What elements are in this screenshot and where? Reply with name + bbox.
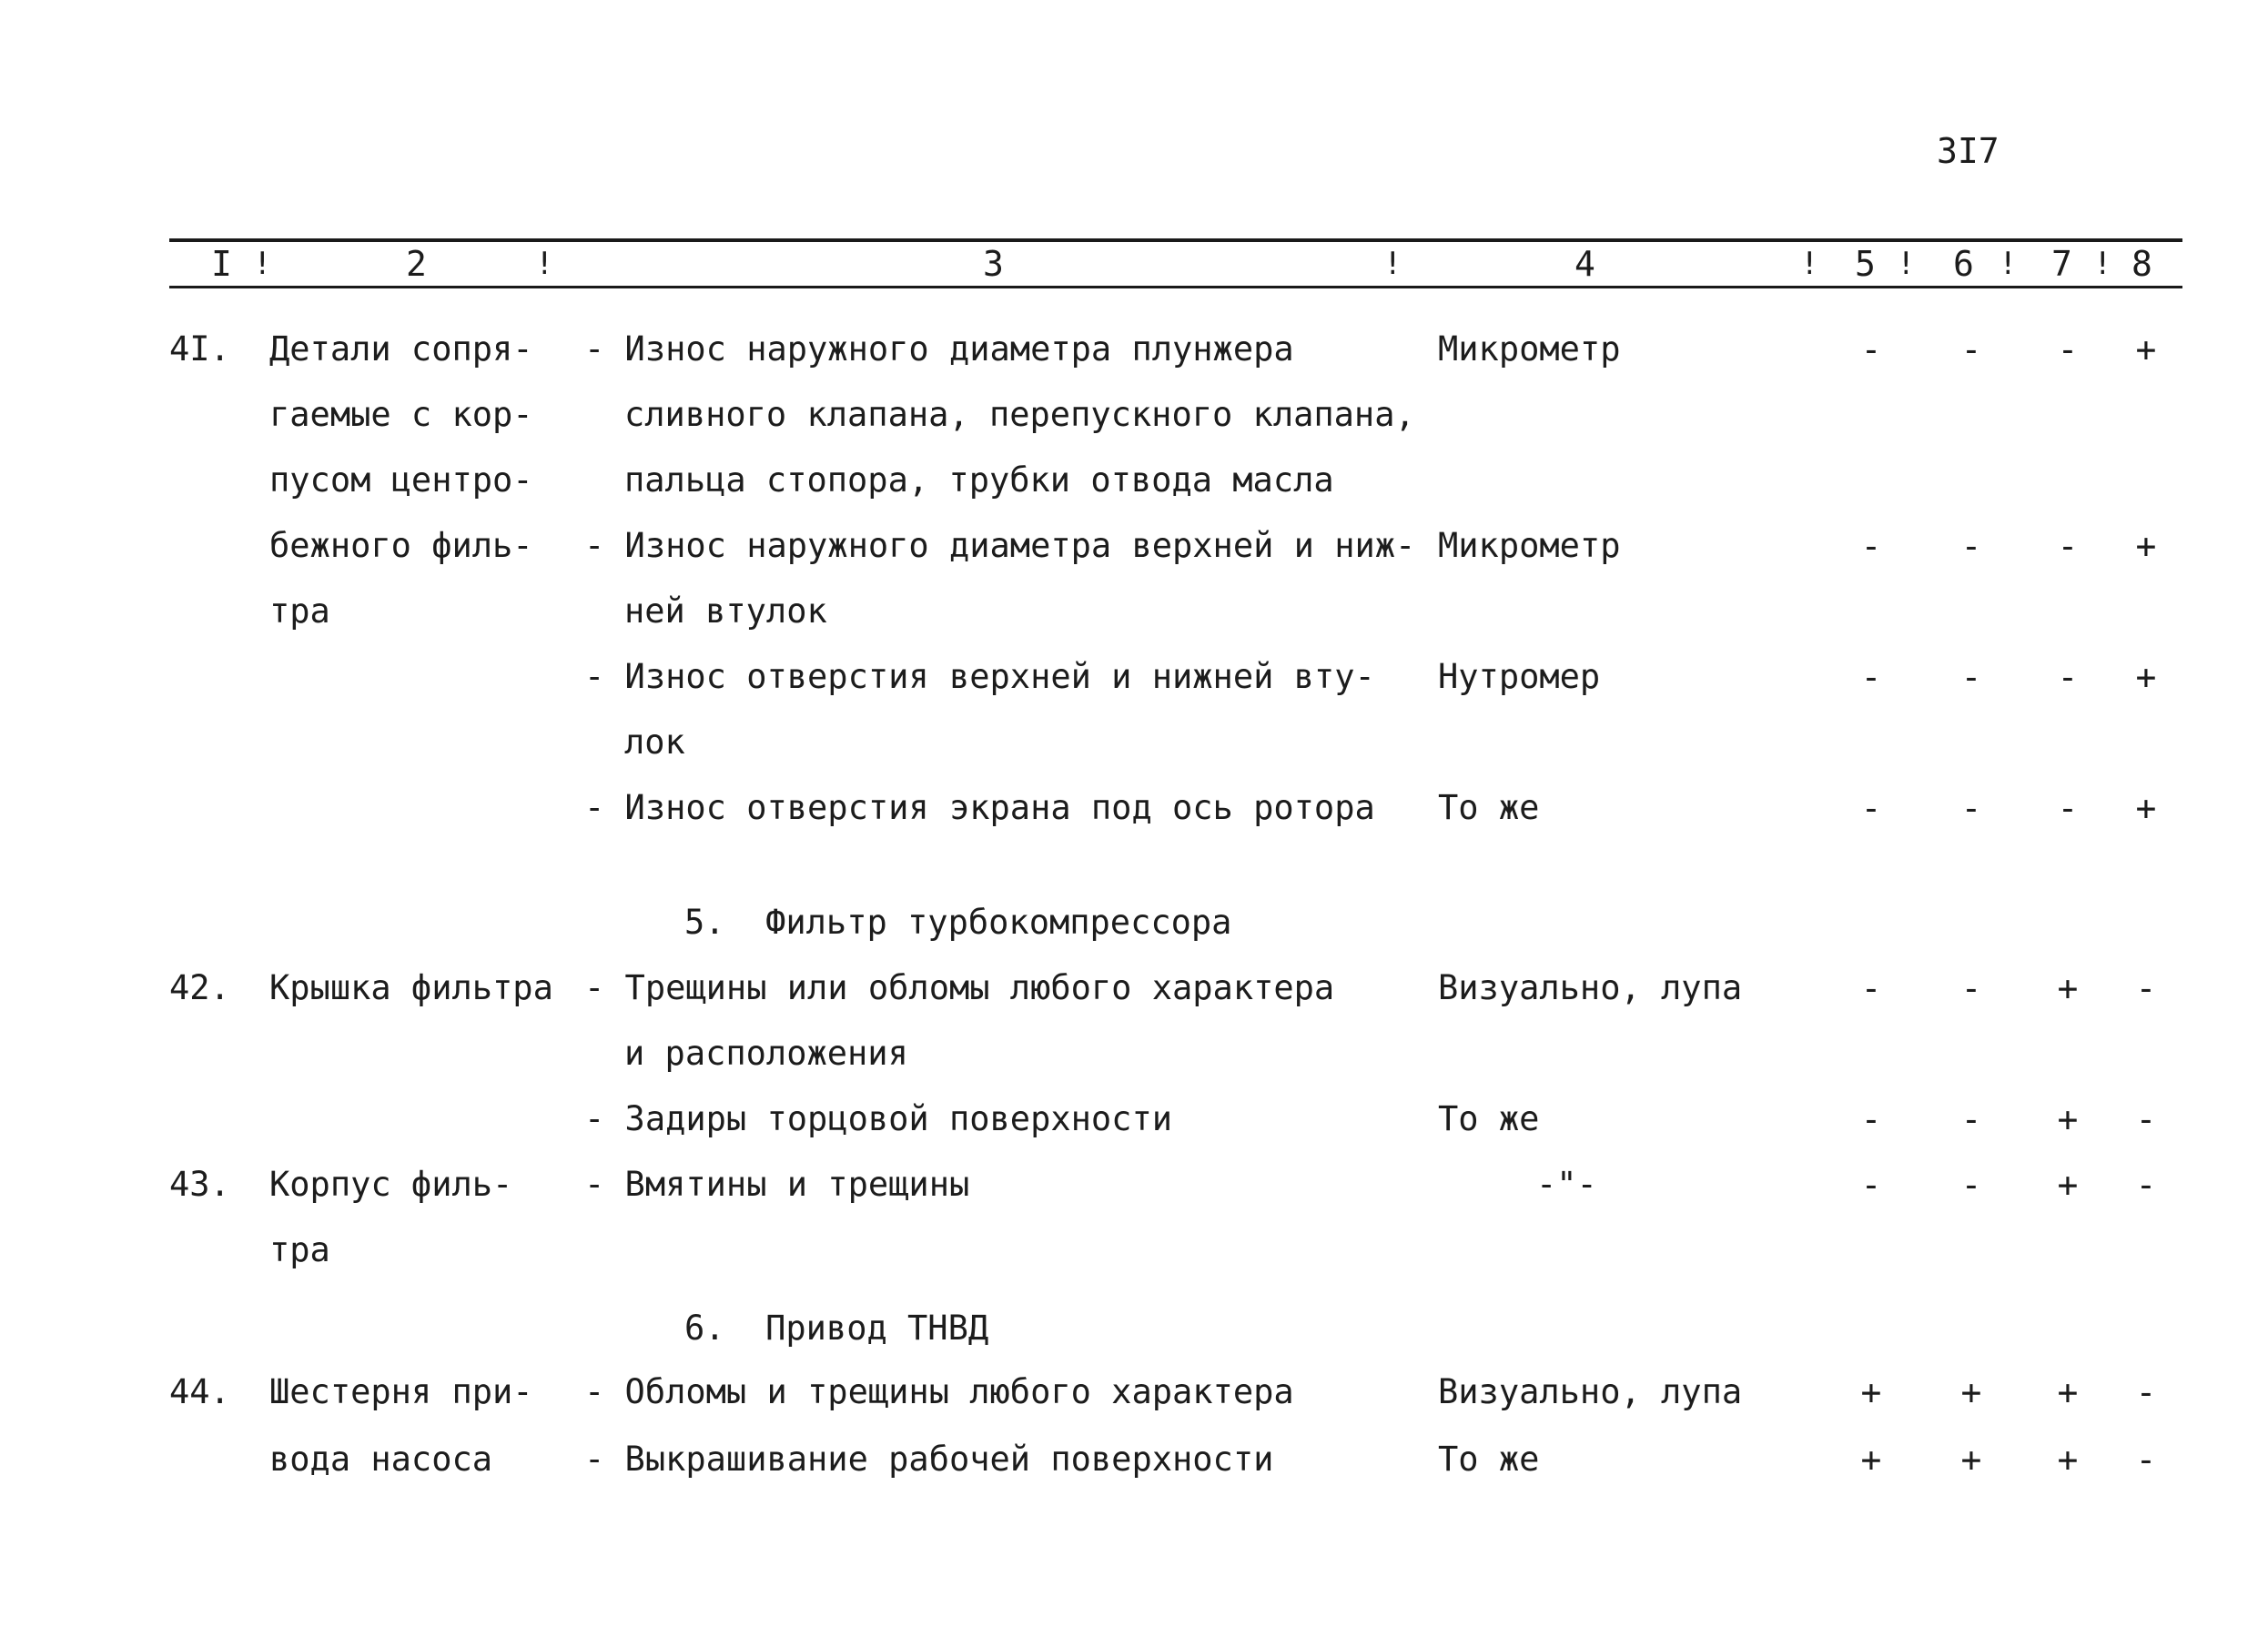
mark-col-7: + <box>2057 1099 2079 1139</box>
mark-col-8: + <box>2135 788 2157 828</box>
defect-line: пальца стопора, трубки отвода масла <box>624 460 1334 500</box>
inspection-method: Микрометр <box>1438 329 1621 369</box>
part-name-line: вода насоса <box>269 1440 493 1479</box>
mark-col-6: - <box>1960 1165 1982 1205</box>
mark-col-6: - <box>1960 968 1982 1008</box>
row-number: 42. <box>169 968 230 1007</box>
row-number: 44. <box>169 1372 230 1411</box>
inspection-method: Микрометр <box>1438 526 1621 565</box>
section-heading: 6. Привод ТНВД <box>684 1309 989 1348</box>
header-separator: ! <box>535 246 554 282</box>
mark-col-8: + <box>2135 526 2157 566</box>
header-col-6: 6 <box>1953 244 1974 284</box>
row-number: 43. <box>169 1165 230 1204</box>
page-number: 3I7 <box>1937 131 2000 171</box>
header-col-3: 3 <box>983 244 1004 284</box>
part-name-line: Детали сопря- <box>269 329 533 369</box>
mark-col-6: - <box>1960 329 1982 369</box>
mark-col-7: + <box>2057 1165 2079 1205</box>
header-col-1: I <box>211 244 232 284</box>
inspection-method: Нутромер <box>1438 657 1601 696</box>
defect-line: - Обломы и трещины любого характера <box>584 1372 1294 1411</box>
mark-col-6: - <box>1960 1099 1982 1139</box>
defect-line: сливного клапана, перепускного клапана, <box>624 395 1415 434</box>
defect-line: - Износ наружного диаметра верхней и ниж- <box>584 526 1416 565</box>
defect-line: и расположения <box>624 1034 908 1073</box>
mark-col-8: - <box>2135 1372 2157 1412</box>
mark-col-6: + <box>1960 1372 1982 1412</box>
part-name-line: Корпус филь- <box>269 1165 513 1204</box>
mark-col-7: - <box>2057 526 2079 566</box>
mark-col-5: - <box>1860 657 1882 697</box>
defect-line: - Трещины или обломы любого характера <box>584 968 1335 1007</box>
mark-col-6: - <box>1960 657 1982 697</box>
header-separator: ! <box>1800 246 1819 282</box>
defect-line: ней втулок <box>624 591 827 631</box>
mark-col-8: - <box>2135 968 2157 1008</box>
header-separator: ! <box>1897 246 1916 282</box>
part-name-line: бежного филь- <box>269 526 533 565</box>
header-bottom-rule <box>169 286 2182 288</box>
section-heading: 5. Фильтр турбокомпрессора <box>684 903 1232 942</box>
mark-col-7: + <box>2057 968 2079 1008</box>
mark-col-5: - <box>1860 526 1882 566</box>
mark-col-8: - <box>2135 1099 2157 1139</box>
mark-col-6: - <box>1960 526 1982 566</box>
mark-col-7: - <box>2057 788 2079 828</box>
defect-line: - Износ отверстия верхней и нижней вту- <box>584 657 1375 696</box>
mark-col-7: + <box>2057 1372 2079 1412</box>
mark-col-5: + <box>1860 1372 1882 1412</box>
mark-col-6: - <box>1960 788 1982 828</box>
mark-col-8: + <box>2135 657 2157 697</box>
header-separator: ! <box>2093 246 2112 282</box>
mark-col-7: - <box>2057 657 2079 697</box>
defect-line: - Износ отверстия экрана под ось ротора <box>584 788 1375 827</box>
defect-line: - Износ наружного диаметра плунжера <box>584 329 1294 369</box>
mark-col-7: + <box>2057 1440 2079 1480</box>
part-name-line: тра <box>269 1230 330 1269</box>
mark-col-5: - <box>1860 788 1882 828</box>
inspection-method: Визуально, лупа <box>1438 1372 1743 1411</box>
mark-col-5: - <box>1860 329 1882 369</box>
mark-col-5: - <box>1860 968 1882 1008</box>
mark-col-7: - <box>2057 329 2079 369</box>
defect-line: лок <box>624 723 685 762</box>
row-number: 4I. <box>169 329 230 369</box>
header-col-2: 2 <box>406 244 427 284</box>
mark-col-8: - <box>2135 1440 2157 1480</box>
mark-col-6: + <box>1960 1440 1982 1480</box>
mark-col-5: - <box>1860 1165 1882 1205</box>
inspection-method: Визуально, лупа <box>1438 968 1743 1007</box>
part-name-line: гаемые с кор- <box>269 395 533 434</box>
defect-line: - Выкрашивание рабочей поверхности <box>584 1440 1274 1479</box>
defect-line: - Задиры торцовой поверхности <box>584 1099 1173 1138</box>
header-col-7: 7 <box>2051 244 2072 284</box>
header-separator: ! <box>253 246 272 282</box>
defect-line: - Вмятины и трещины <box>584 1165 970 1204</box>
part-name-line: Шестерня при- <box>269 1372 533 1411</box>
part-name-line: Крышка фильтра <box>269 968 553 1007</box>
part-name-line: пусом центро- <box>269 460 533 500</box>
header-separator: ! <box>1999 246 2018 282</box>
header-col-5: 5 <box>1855 244 1876 284</box>
inspection-method: -"- <box>1536 1165 1597 1204</box>
inspection-method: То же <box>1438 788 1540 827</box>
header-separator: ! <box>1383 246 1402 282</box>
header-col-8: 8 <box>2131 244 2152 284</box>
header-col-4: 4 <box>1574 244 1595 284</box>
mark-col-5: - <box>1860 1099 1882 1139</box>
mark-col-8: - <box>2135 1165 2157 1205</box>
inspection-method: То же <box>1438 1099 1540 1138</box>
header-top-rule <box>169 238 2182 242</box>
mark-col-5: + <box>1860 1440 1882 1480</box>
part-name-line: тра <box>269 591 330 631</box>
inspection-method: То же <box>1438 1440 1540 1479</box>
mark-col-8: + <box>2135 329 2157 369</box>
